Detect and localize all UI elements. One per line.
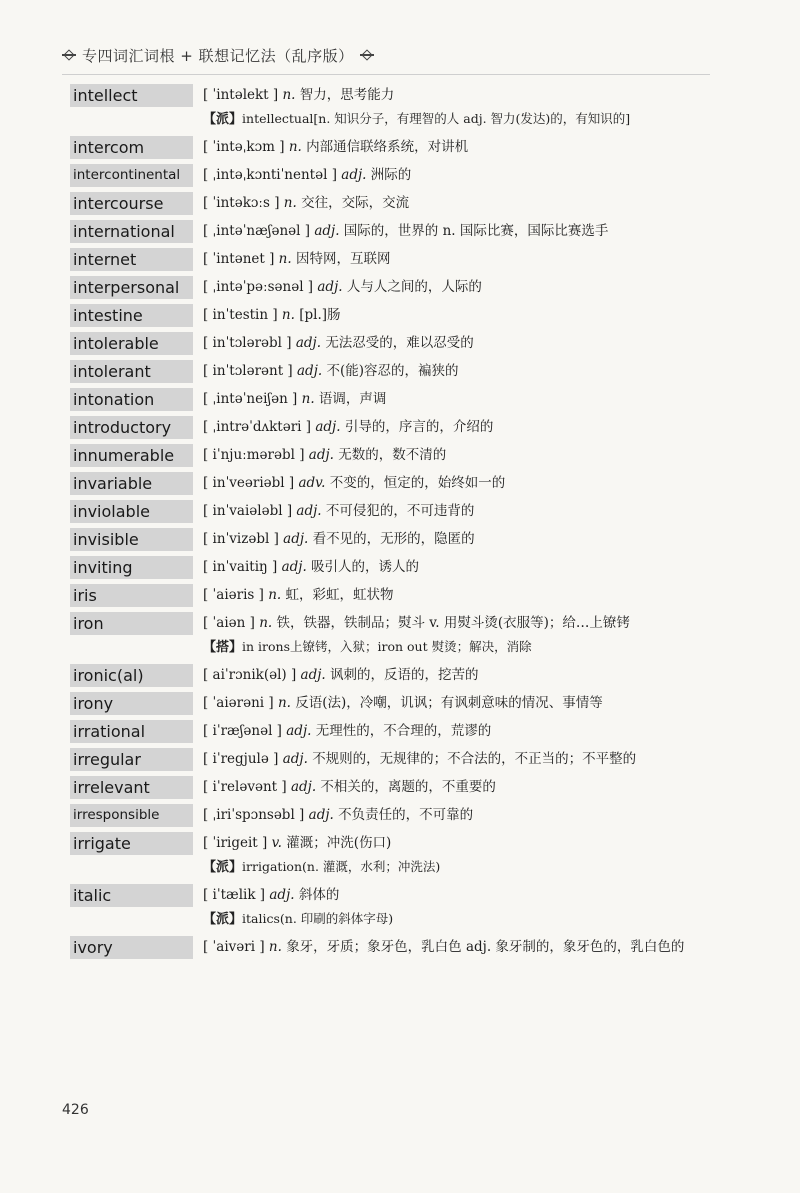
definition [203, 276, 713, 299]
meaning: 语调，声调 [318, 391, 387, 407]
definition-line [203, 612, 713, 635]
phonetic: [ iˈnjuːmərəbl ] [203, 447, 305, 463]
headword: iron [70, 612, 193, 635]
vocab-entry [70, 276, 720, 299]
meaning: 不负责任的，不可靠的 [338, 807, 474, 823]
definition [203, 664, 713, 687]
definition-line [203, 556, 713, 579]
vocab-entry [70, 692, 720, 715]
definition-line [203, 416, 713, 439]
vocab-entry [70, 220, 720, 243]
definition [203, 748, 713, 771]
definition-line [203, 248, 713, 271]
headword: irrelevant [70, 776, 193, 799]
definition [203, 192, 713, 215]
phonetic: [ ˈintəlekt ] [203, 87, 279, 103]
phonetic: [ ˈintəkɔːs ] [203, 195, 280, 211]
definition [203, 360, 713, 383]
headword: innumerable [70, 444, 193, 467]
headword: interpersonal [70, 276, 193, 299]
headword: intercourse [70, 192, 193, 215]
phonetic: [ ˈirigeit ] [203, 835, 268, 851]
meaning: 交往，交际，交流 [301, 195, 410, 211]
vocab-entry [70, 832, 720, 879]
phonetic: [ ˌintəˌkɔntiˈnentəl ] [203, 167, 337, 183]
note-text: in irons上镣铐，入狱；iron out 熨烫；解决，消除 [242, 639, 532, 654]
phonetic: [ ˈaiəris ] [203, 587, 264, 603]
part-of-speech: n. [283, 195, 297, 211]
vocab-entry [70, 500, 720, 523]
vocab-entry [70, 388, 720, 411]
meaning: 不规则的，无规律的；不合法的，不正当的；不平整的 [312, 751, 637, 767]
definition-line [203, 936, 713, 959]
diamond-ornament-icon [62, 48, 76, 62]
vocab-entry [70, 612, 720, 659]
derivative-note [203, 855, 713, 879]
definition-line [203, 584, 713, 607]
part-of-speech: adj. [269, 887, 295, 903]
meaning: 因特网，互联网 [295, 251, 391, 267]
phonetic: [ ˈaiən ] [203, 615, 255, 631]
phonetic: [ ˈaivəri ] [203, 939, 265, 955]
book-title: 专四词汇词根 + 联想记忆法（乱序版） [82, 46, 354, 65]
part-of-speech: adj. [281, 559, 307, 575]
phonetic: [ aiˈrɔnik(əl) ] [203, 667, 297, 683]
meaning: 灌溉；冲洗(伤口) [286, 835, 392, 851]
phonetic: [ inˈvizəbl ] [203, 531, 279, 547]
meaning: 不(能)容忍的，褊狭的 [326, 363, 459, 379]
part-of-speech: adj. [297, 363, 323, 379]
part-of-speech: adj. [283, 531, 309, 547]
note-text: irrigation(n. 灌溉，水利；冲洗法) [242, 859, 441, 874]
phonetic: [ ˌintəˈpəːsənəl ] [203, 279, 314, 295]
phonetic: [ iˈræʃənəl ] [203, 723, 282, 739]
definition [203, 388, 713, 411]
definition-line [203, 832, 713, 855]
vocab-entry [70, 472, 720, 495]
definition [203, 84, 713, 131]
definition [203, 472, 713, 495]
meaning: 象牙，牙质；象牙色，乳白色 adj. 象牙制的，象牙色的，乳白色的 [286, 939, 685, 955]
part-of-speech: adj. [282, 751, 308, 767]
vocab-entry [70, 528, 720, 551]
phonetic: [ iˈtælik ] [203, 887, 266, 903]
definition-line [203, 164, 713, 187]
headword: irrigate [70, 832, 193, 855]
definition [203, 584, 713, 607]
meaning: 铁，铁器，铁制品；熨斗 v. 用熨斗烫(衣服等)；给…上镣铐 [276, 615, 630, 631]
headword: italic [70, 884, 193, 907]
note-tag: 【派】 [203, 860, 243, 875]
definition [203, 556, 713, 579]
vocab-entry [70, 804, 720, 827]
meaning: [pl.]肠 [299, 307, 341, 323]
definition [203, 332, 713, 355]
derivative-note [203, 107, 713, 131]
derivative-note [203, 635, 713, 659]
phonetic: [ ˌintrəˈdʌktəri ] [203, 419, 312, 435]
part-of-speech: adj. [290, 779, 317, 795]
headword: intellect [70, 84, 193, 107]
definition [203, 936, 713, 959]
definition [203, 528, 713, 551]
headword: iris [70, 584, 193, 607]
note-text: italics(n. 印刷的斜体字母) [242, 911, 394, 926]
headword: inviting [70, 556, 193, 579]
phonetic: [ ˈintənet ] [203, 251, 275, 267]
meaning: 讽刺的，反语的，挖苦的 [330, 667, 479, 683]
vocab-entry [70, 332, 720, 355]
headword: intolerant [70, 360, 193, 383]
vocab-entry [70, 776, 720, 799]
part-of-speech: adj. [317, 279, 343, 295]
definition [203, 248, 713, 271]
meaning: 虹，彩虹，虹状物 [285, 587, 394, 603]
part-of-speech: adj. [314, 223, 340, 239]
headword: introductory [70, 416, 193, 439]
part-of-speech: n. [301, 391, 315, 407]
definition [203, 304, 713, 327]
phonetic: [ inˈtestin ] [203, 307, 278, 323]
vocab-entry [70, 84, 720, 131]
part-of-speech: n. [282, 87, 296, 103]
headword: irresponsible [70, 804, 193, 827]
phonetic: [ iˈreləvənt ] [203, 779, 287, 795]
definition-line [203, 220, 713, 243]
vocab-entry [70, 556, 720, 579]
phonetic: [ ˈaiərəni ] [203, 695, 274, 711]
phonetic: [ ˌiriˈspɔnsəbl ] [203, 807, 305, 823]
part-of-speech: n. [278, 251, 292, 267]
definition [203, 884, 713, 931]
definition-line [203, 884, 713, 907]
headword: internet [70, 248, 193, 271]
headword: intolerable [70, 332, 193, 355]
definition-line [203, 388, 713, 411]
phonetic: [ inˈvaitiŋ ] [203, 559, 278, 575]
definition [203, 692, 713, 715]
headword: invariable [70, 472, 193, 495]
note-tag: 【搭】 [203, 640, 243, 655]
meaning: 斜体的 [298, 887, 340, 903]
headword: international [70, 220, 193, 243]
vocab-entry [70, 416, 720, 439]
vocabulary-list [70, 84, 720, 964]
definition-line [203, 472, 713, 495]
headword: inviolable [70, 500, 193, 523]
definition [203, 164, 713, 187]
vocab-entry [70, 304, 720, 327]
vocab-entry [70, 444, 720, 467]
definition-line [203, 360, 713, 383]
part-of-speech: adj. [295, 335, 322, 351]
part-of-speech: v. [271, 835, 282, 851]
diamond-ornament-icon [360, 48, 374, 62]
phonetic: [ ˌintəˈneiʃən ] [203, 391, 298, 407]
part-of-speech: n. [277, 695, 291, 711]
phonetic: [ inˈveəriəbl ] [203, 475, 295, 491]
definition [203, 612, 713, 659]
page-number: 426 [62, 1102, 89, 1118]
definition-line [203, 776, 713, 799]
meaning: 吸引人的，诱人的 [311, 559, 420, 575]
vocab-entry [70, 192, 720, 215]
definition [203, 136, 713, 159]
definition [203, 444, 713, 467]
phonetic: [ inˈvaiələbl ] [203, 503, 293, 519]
meaning: 不相关的，离题的，不重要的 [320, 779, 496, 795]
vocab-entry [70, 164, 720, 187]
definition-line [203, 84, 713, 107]
phonetic: [ inˈtɔlərəbl ] [203, 335, 292, 351]
meaning: 无法忍受的，难以忍受的 [325, 335, 474, 351]
vocab-entry [70, 248, 720, 271]
part-of-speech: adj. [308, 807, 334, 823]
headword: ironic(al) [70, 664, 193, 687]
vocab-entry [70, 884, 720, 931]
definition-line [203, 192, 713, 215]
header-divider [62, 74, 710, 75]
definition-line [203, 748, 713, 771]
phonetic: [ inˈtɔlərənt ] [203, 363, 293, 379]
vocab-entry [70, 360, 720, 383]
definition-line [203, 332, 713, 355]
vocab-entry [70, 720, 720, 743]
part-of-speech: adj. [315, 419, 341, 435]
part-of-speech: adj. [300, 667, 326, 683]
meaning: 无理性的，不合理的，荒谬的 [315, 723, 492, 739]
part-of-speech: adj. [341, 167, 367, 183]
headword: irony [70, 692, 193, 715]
vocab-entry [70, 936, 720, 959]
headword: invisible [70, 528, 193, 551]
headword: irrational [70, 720, 193, 743]
definition-line [203, 692, 713, 715]
part-of-speech: adj. [296, 503, 322, 519]
definition-line [203, 528, 713, 551]
meaning: 内部通信联络系统，对讲机 [306, 139, 469, 155]
meaning: 引导的，序言的，介绍的 [344, 419, 494, 435]
phonetic: [ ˈintəˌkɔm ] [203, 139, 285, 155]
vocab-entry [70, 136, 720, 159]
headword: intestine [70, 304, 193, 327]
note-tag: 【派】 [203, 912, 243, 927]
part-of-speech: n. [288, 139, 302, 155]
headword: intercontinental [70, 164, 193, 187]
definition [203, 804, 713, 827]
definition [203, 776, 713, 799]
definition [203, 500, 713, 523]
definition-line [203, 664, 713, 687]
vocab-entry [70, 664, 720, 687]
part-of-speech: n. [268, 939, 282, 955]
part-of-speech: n. [281, 307, 295, 323]
headword: ivory [70, 936, 193, 959]
part-of-speech: n. [259, 615, 273, 631]
part-of-speech: n. [268, 587, 282, 603]
note-text: intellectual[n. 知识分子，有理智的人 adj. 智力(发达)的，有知识的] [242, 111, 631, 126]
meaning: 智力，思考能力 [299, 87, 395, 103]
meaning: 洲际的 [370, 167, 412, 183]
definition [203, 416, 713, 439]
phonetic: [ ˌintəˈnæʃənəl ] [203, 223, 311, 239]
definition-line [203, 804, 713, 827]
definition [203, 832, 713, 879]
definition-line [203, 136, 713, 159]
vocab-entry [70, 584, 720, 607]
part-of-speech: adj. [286, 723, 312, 739]
note-tag: 【派】 [203, 112, 243, 127]
meaning: 看不见的，无形的，隐匿的 [312, 531, 475, 547]
meaning: 不可侵犯的，不可违背的 [325, 503, 475, 519]
meaning: 国际的，世界的 n. 国际比赛，国际比赛选手 [343, 223, 609, 239]
meaning: 人与人之间的，人际的 [346, 279, 482, 295]
definition-line [203, 500, 713, 523]
definition [203, 220, 713, 243]
definition [203, 720, 713, 743]
headword: irregular [70, 748, 193, 771]
definition-line [203, 304, 713, 327]
headword: intercom [70, 136, 193, 159]
part-of-speech: adv. [298, 475, 326, 491]
definition-line [203, 276, 713, 299]
definition-line [203, 444, 713, 467]
vocab-entry [70, 748, 720, 771]
derivative-note [203, 907, 713, 931]
running-header [62, 42, 374, 68]
meaning: 无数的，数不清的 [338, 447, 447, 463]
meaning: 不变的，恒定的，始终如一的 [329, 475, 506, 491]
phonetic: [ iˈregjulə ] [203, 751, 279, 767]
headword: intonation [70, 388, 193, 411]
meaning: 反语(法)，冷嘲，讥讽；有讽刺意味的情况、事情等 [295, 695, 603, 711]
definition-line [203, 720, 713, 743]
part-of-speech: adj. [308, 447, 334, 463]
